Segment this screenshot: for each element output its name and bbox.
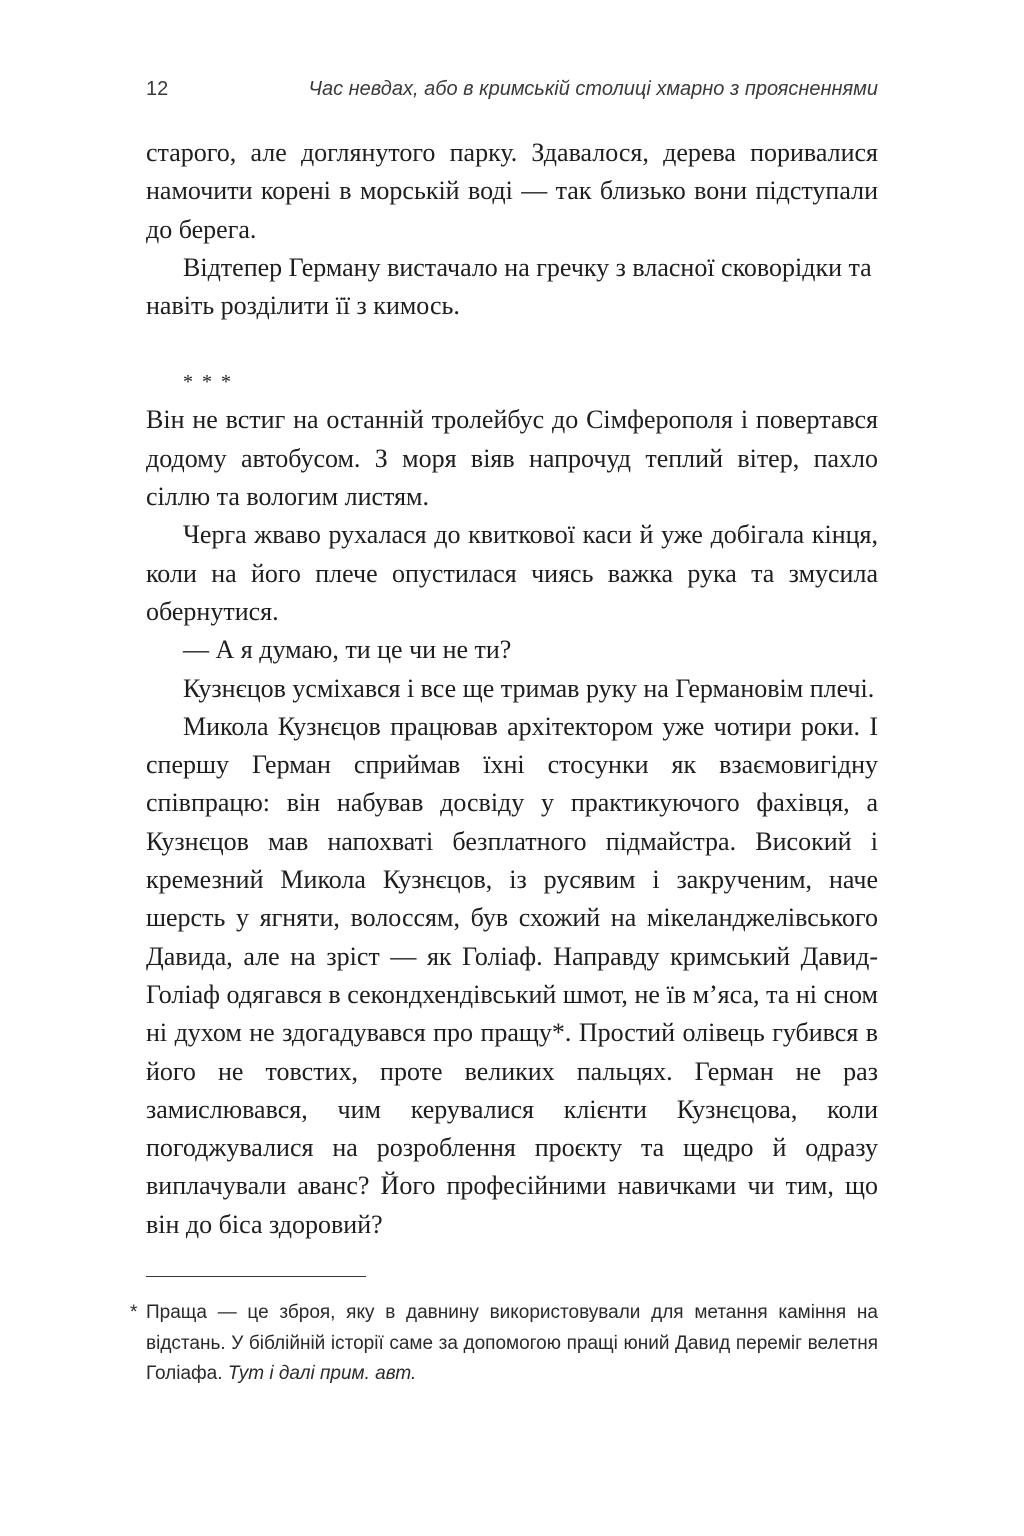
footnote-divider xyxy=(146,1276,366,1277)
paragraph: Він не встиг на останній тролейбус до Сімферополя і повертався додому автобусом. З моря віяв напрочуд теплий вітер, пахло сіллю та вологим листям. xyxy=(146,405,878,512)
section-separator: * * * xyxy=(183,371,233,394)
footnote-author-note: Тут і далі прим. авт. xyxy=(227,1363,417,1384)
paragraph: Микола Кузнєцов працював архітектором уже чотири роки. І спершу Герман сприймав їхні стосунки як взаємовигідну співпрацю: він набував досвіду у практикуючого фахівця, а Кузнєцов мав напохваті безплатного підмайстра. Високий і кремезний Микола Кузнєцов, із русявим і закрученим, наче шерсть у ягняти, волоссям, був схожий на мікеланджелівського Давида, але на зріст — як Голіаф. Направду кримський Давид-Голіаф одягався в секондхендівський шмот, не їв м’яса, та ні сном ні духом не здогадувався про пращу*. Простий олівець губився в його не товстих, проте великих пальцях. Герман не раз замислювався, чим керувалися клієнти Кузнєцова, коли погоджувалися на розроблення проєкту та щедро й одразу виплачували аванс? Його професійними навичками чи тим, що він до біса здоровий? xyxy=(146,711,878,1239)
page-number: 12 xyxy=(146,78,169,100)
paragraph: Відтепер Герману вистачало на гречку з власної сковорідки та навіть розділити її з кимось. xyxy=(146,252,872,321)
paragraph: Кузнєцов усміхався і все ще тримав руку на Германовім плечі. xyxy=(183,673,875,703)
footnote-text: Праща — це зброя, яку в давнину використовували для метання каміння на відстань. У біблійній історії саме за допомогою пращі юний Давид переміг велетня Голіафа. xyxy=(146,1302,878,1384)
body-text xyxy=(146,134,878,1244)
paragraph-continuation: старого, але доглянутого парку. Здавалося, дерева поривалися намочити корені в морській воді — так близько вони підступали до берега. xyxy=(146,138,878,244)
footnote-marker: * xyxy=(130,1302,138,1323)
running-header xyxy=(146,74,878,106)
dialogue-line: — А я думаю, ти це чи не ти? xyxy=(183,635,512,665)
footnote xyxy=(130,1298,878,1390)
paragraph: Черга жваво рухалася до квиткової каси й уже добігала кінця, коли на його плече опустилася чиясь важка рука та змусила обернутися. xyxy=(146,520,878,626)
running-title: Час невдах, або в кримській столиці хмарно з проясненнями xyxy=(308,78,878,100)
